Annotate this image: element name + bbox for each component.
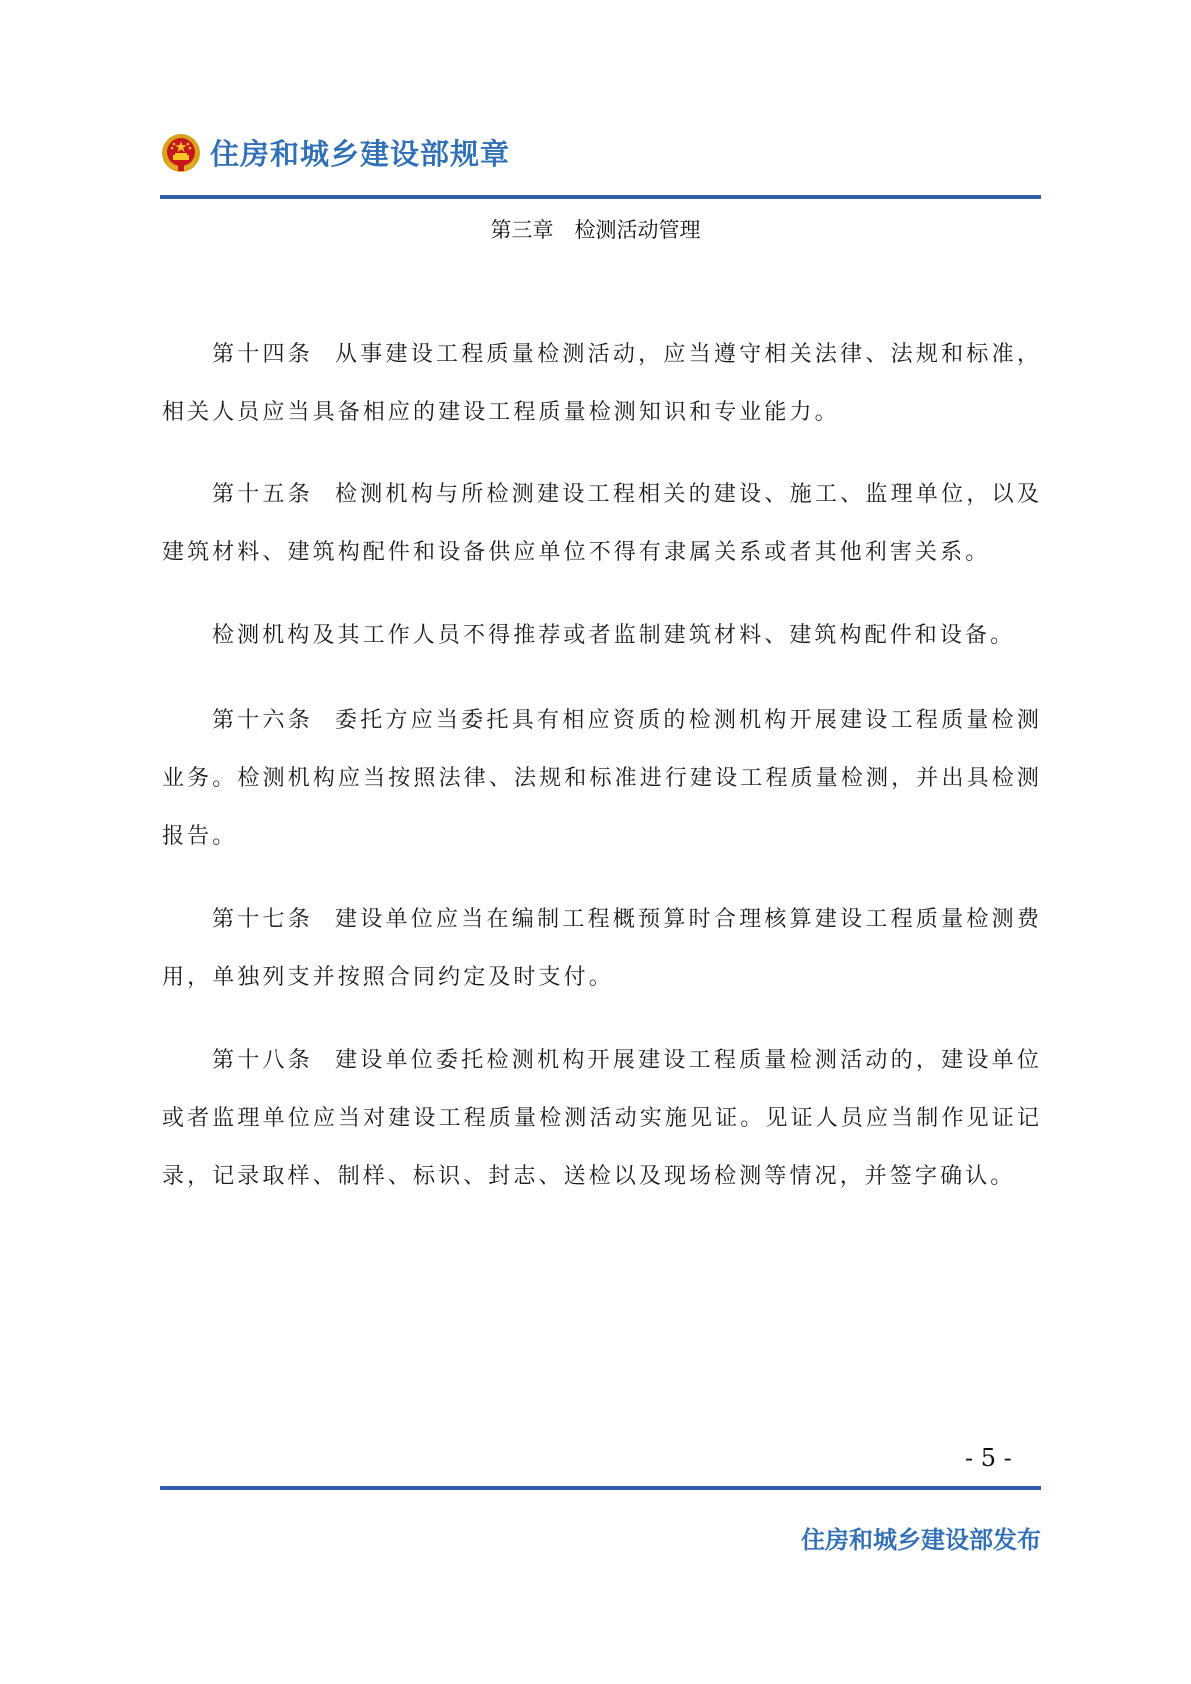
article-text: 从事建设工程质量检测活动，应当遵守相关法律、法规和标准，相关人员应当具备相应的建设工程质量检测知识和专业能力。 bbox=[162, 342, 1042, 425]
article-paragraph bbox=[162, 692, 1042, 866]
article-paragraph bbox=[162, 1032, 1042, 1206]
article-number: 第十八条 bbox=[212, 1048, 314, 1073]
header-title: 住房和城乡建设部规章 bbox=[210, 137, 511, 171]
chapter-title: 第三章 检测活动管理 bbox=[490, 218, 701, 242]
article-paragraph bbox=[162, 607, 1042, 665]
article-number: 第十五条 bbox=[212, 482, 314, 507]
national-emblem-icon bbox=[160, 132, 202, 174]
header-divider bbox=[160, 195, 1041, 199]
footer-divider bbox=[160, 1486, 1041, 1490]
article-text: 建设单位应当在编制工程概预算时合理核算建设工程质量检测费用，单独列支并按照合同约定及时支付。 bbox=[162, 907, 1042, 990]
footer-publisher: 住房和城乡建设部发布 bbox=[801, 1526, 1041, 1554]
article-number: 第十六条 bbox=[212, 708, 314, 733]
article-number: 第十四条 bbox=[212, 342, 314, 367]
article-paragraph bbox=[162, 326, 1042, 442]
article-text: 建设单位委托检测机构开展建设工程质量检测活动的，建设单位或者监理单位应当对建设工程质量检测活动实施见证。见证人员应当制作见证记录，记录取样、制样、标识、封志、送检以及现场检测等情况，并签字确认。 bbox=[162, 1048, 1042, 1189]
article-paragraph bbox=[162, 891, 1042, 1007]
document-header bbox=[160, 128, 1040, 178]
article-paragraph bbox=[162, 466, 1042, 582]
page-number: - 5 - bbox=[965, 1444, 1012, 1472]
article-text: 检测机构及其工作人员不得推荐或者监制建筑材料、建筑构配件和设备。 bbox=[212, 623, 1016, 648]
article-text: 检测机构与所检测建设工程相关的建设、施工、监理单位，以及建筑材料、建筑构配件和设备供应单位不得有隶属关系或者其他利害关系。 bbox=[162, 482, 1042, 565]
article-text: 委托方应当委托具有相应资质的检测机构开展建设工程质量检测业务。检测机构应当按照法律、法规和标准进行建设工程质量检测，并出具检测报告。 bbox=[162, 708, 1042, 849]
article-number: 第十七条 bbox=[212, 907, 314, 932]
